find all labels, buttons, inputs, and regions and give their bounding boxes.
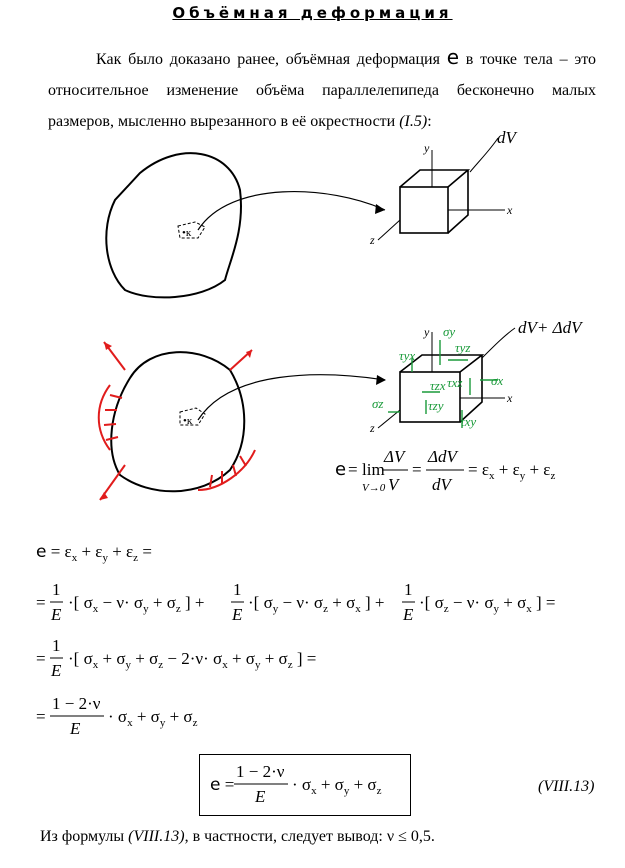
cube2-axis-x: x — [507, 391, 513, 405]
svg-text:V: V — [388, 475, 399, 494]
stress-sigma-z: σz — [372, 396, 384, 411]
cube1-axis-x: x — [507, 203, 513, 217]
svg-text:·[ σx + σy + σz − 2·ν· σx + σy: ·[ $\sigma_x + \sigma_y + \sigma_z - 2\cdot\nu\cdot \sigma_x + \sigma_y + \sigma_z$ ] = — [68, 649, 317, 671]
svg-text:·[ σy − ν· σz + σx ] +: ·[ $\sigma_y - \nu\cdot \sigma_z + \sigma_x$ ] + — [248, 593, 385, 615]
conclusion: Из формулы (VIII.13), в частности, следует вывод: ν ≤ 0,5. — [40, 828, 435, 845]
svg-text:1 − 2·ν: 1 − 2·ν — [236, 762, 285, 781]
cube1-label-dV: dV — [497, 128, 516, 147]
svg-text:=: = — [348, 460, 358, 479]
svg-text:=: = — [36, 707, 46, 726]
stress-tau-zx: τzx — [430, 378, 446, 393]
cube2-axis-z: z — [370, 421, 375, 435]
svg-text:ΔV: ΔV — [384, 447, 405, 466]
svg-text:e =: e = — [210, 775, 235, 795]
cube1-axis-z: z — [370, 233, 375, 247]
stress-tau-zy: τzy — [428, 398, 444, 413]
cube1-axis-y: y — [424, 141, 430, 155]
svg-text:=: = — [412, 460, 422, 479]
svg-text:1 − 2·ν: 1 − 2·ν — [52, 694, 101, 713]
svg-text:1: 1 — [52, 636, 61, 655]
equation-number: (VIII.13) — [538, 778, 595, 795]
svg-text:=: = — [36, 593, 46, 612]
stress-tau-xz: τxz — [447, 375, 463, 390]
svg-text:· σx + σy + σz: · $\sigma_x + \sigma_y + \sigma_z$ — [292, 775, 382, 797]
stress-sigma-y: σy — [443, 324, 456, 339]
svg-text:·[ σz − ν· σy + σx ] =: ·[ $\sigma_z - \nu\cdot \sigma_y + \sigma_x$ ] = — [419, 593, 556, 615]
point-label-1: •к — [182, 227, 192, 239]
svg-text:E: E — [232, 605, 243, 624]
svg-text:1: 1 — [233, 580, 242, 599]
svg-text:ΔdV: ΔdV — [428, 447, 457, 466]
stress-tau-xy: τxy — [460, 414, 477, 429]
svg-text:= εx + εy + εz: = $\varepsilon_x + \varepsilon_y + \varepsilon_z$ — [468, 460, 556, 482]
page-title: Объёмная деформация — [172, 4, 453, 22]
limit-formula — [335, 447, 555, 494]
svg-text:V→0: V→0 — [362, 482, 386, 494]
svg-text:lim: lim — [362, 460, 385, 479]
stress-tau-yz: τyz — [455, 340, 471, 355]
stress-sigma-x: σx — [491, 373, 504, 388]
point-label-2: •к — [183, 415, 193, 427]
svg-text:E: E — [51, 661, 62, 680]
svg-text:e: e — [335, 459, 347, 480]
cube2-label-dV: dV+ ΔdV — [518, 318, 582, 337]
svg-text:e = εx + εy + εz =: $e = \varepsilon_x + \varepsilon_y + \varepsilon_z$ = — [36, 542, 152, 564]
svg-text:1: 1 — [404, 580, 413, 599]
svg-text:=: = — [36, 649, 46, 668]
svg-text:dV: dV — [432, 475, 451, 494]
intro-paragraph: Как было доказано ранее, объёмная деформация e в точке тела – это относительное изменение объёма параллелепипеда бесконечно малых размеров, мысленно вырезанного в её окрестности (I.5): — [48, 45, 597, 130]
svg-text:E: E — [403, 605, 414, 624]
stress-tau-yx: τyx — [399, 348, 416, 363]
svg-text:1: 1 — [52, 580, 61, 599]
final-formula-box — [199, 754, 411, 816]
cube2-axis-y: y — [424, 325, 430, 339]
svg-text:E: E — [255, 787, 266, 806]
svg-text:· σx + σy + σz: · $\sigma_x + \sigma_y + \sigma_z$ — [108, 707, 198, 729]
svg-text:E: E — [70, 719, 81, 738]
svg-text:·[ σx − ν· σy + σz ] +: ·[ $\sigma_x - \nu\cdot \sigma_y + \sigma_z$ ] + — [68, 593, 205, 615]
svg-text:E: E — [51, 605, 62, 624]
